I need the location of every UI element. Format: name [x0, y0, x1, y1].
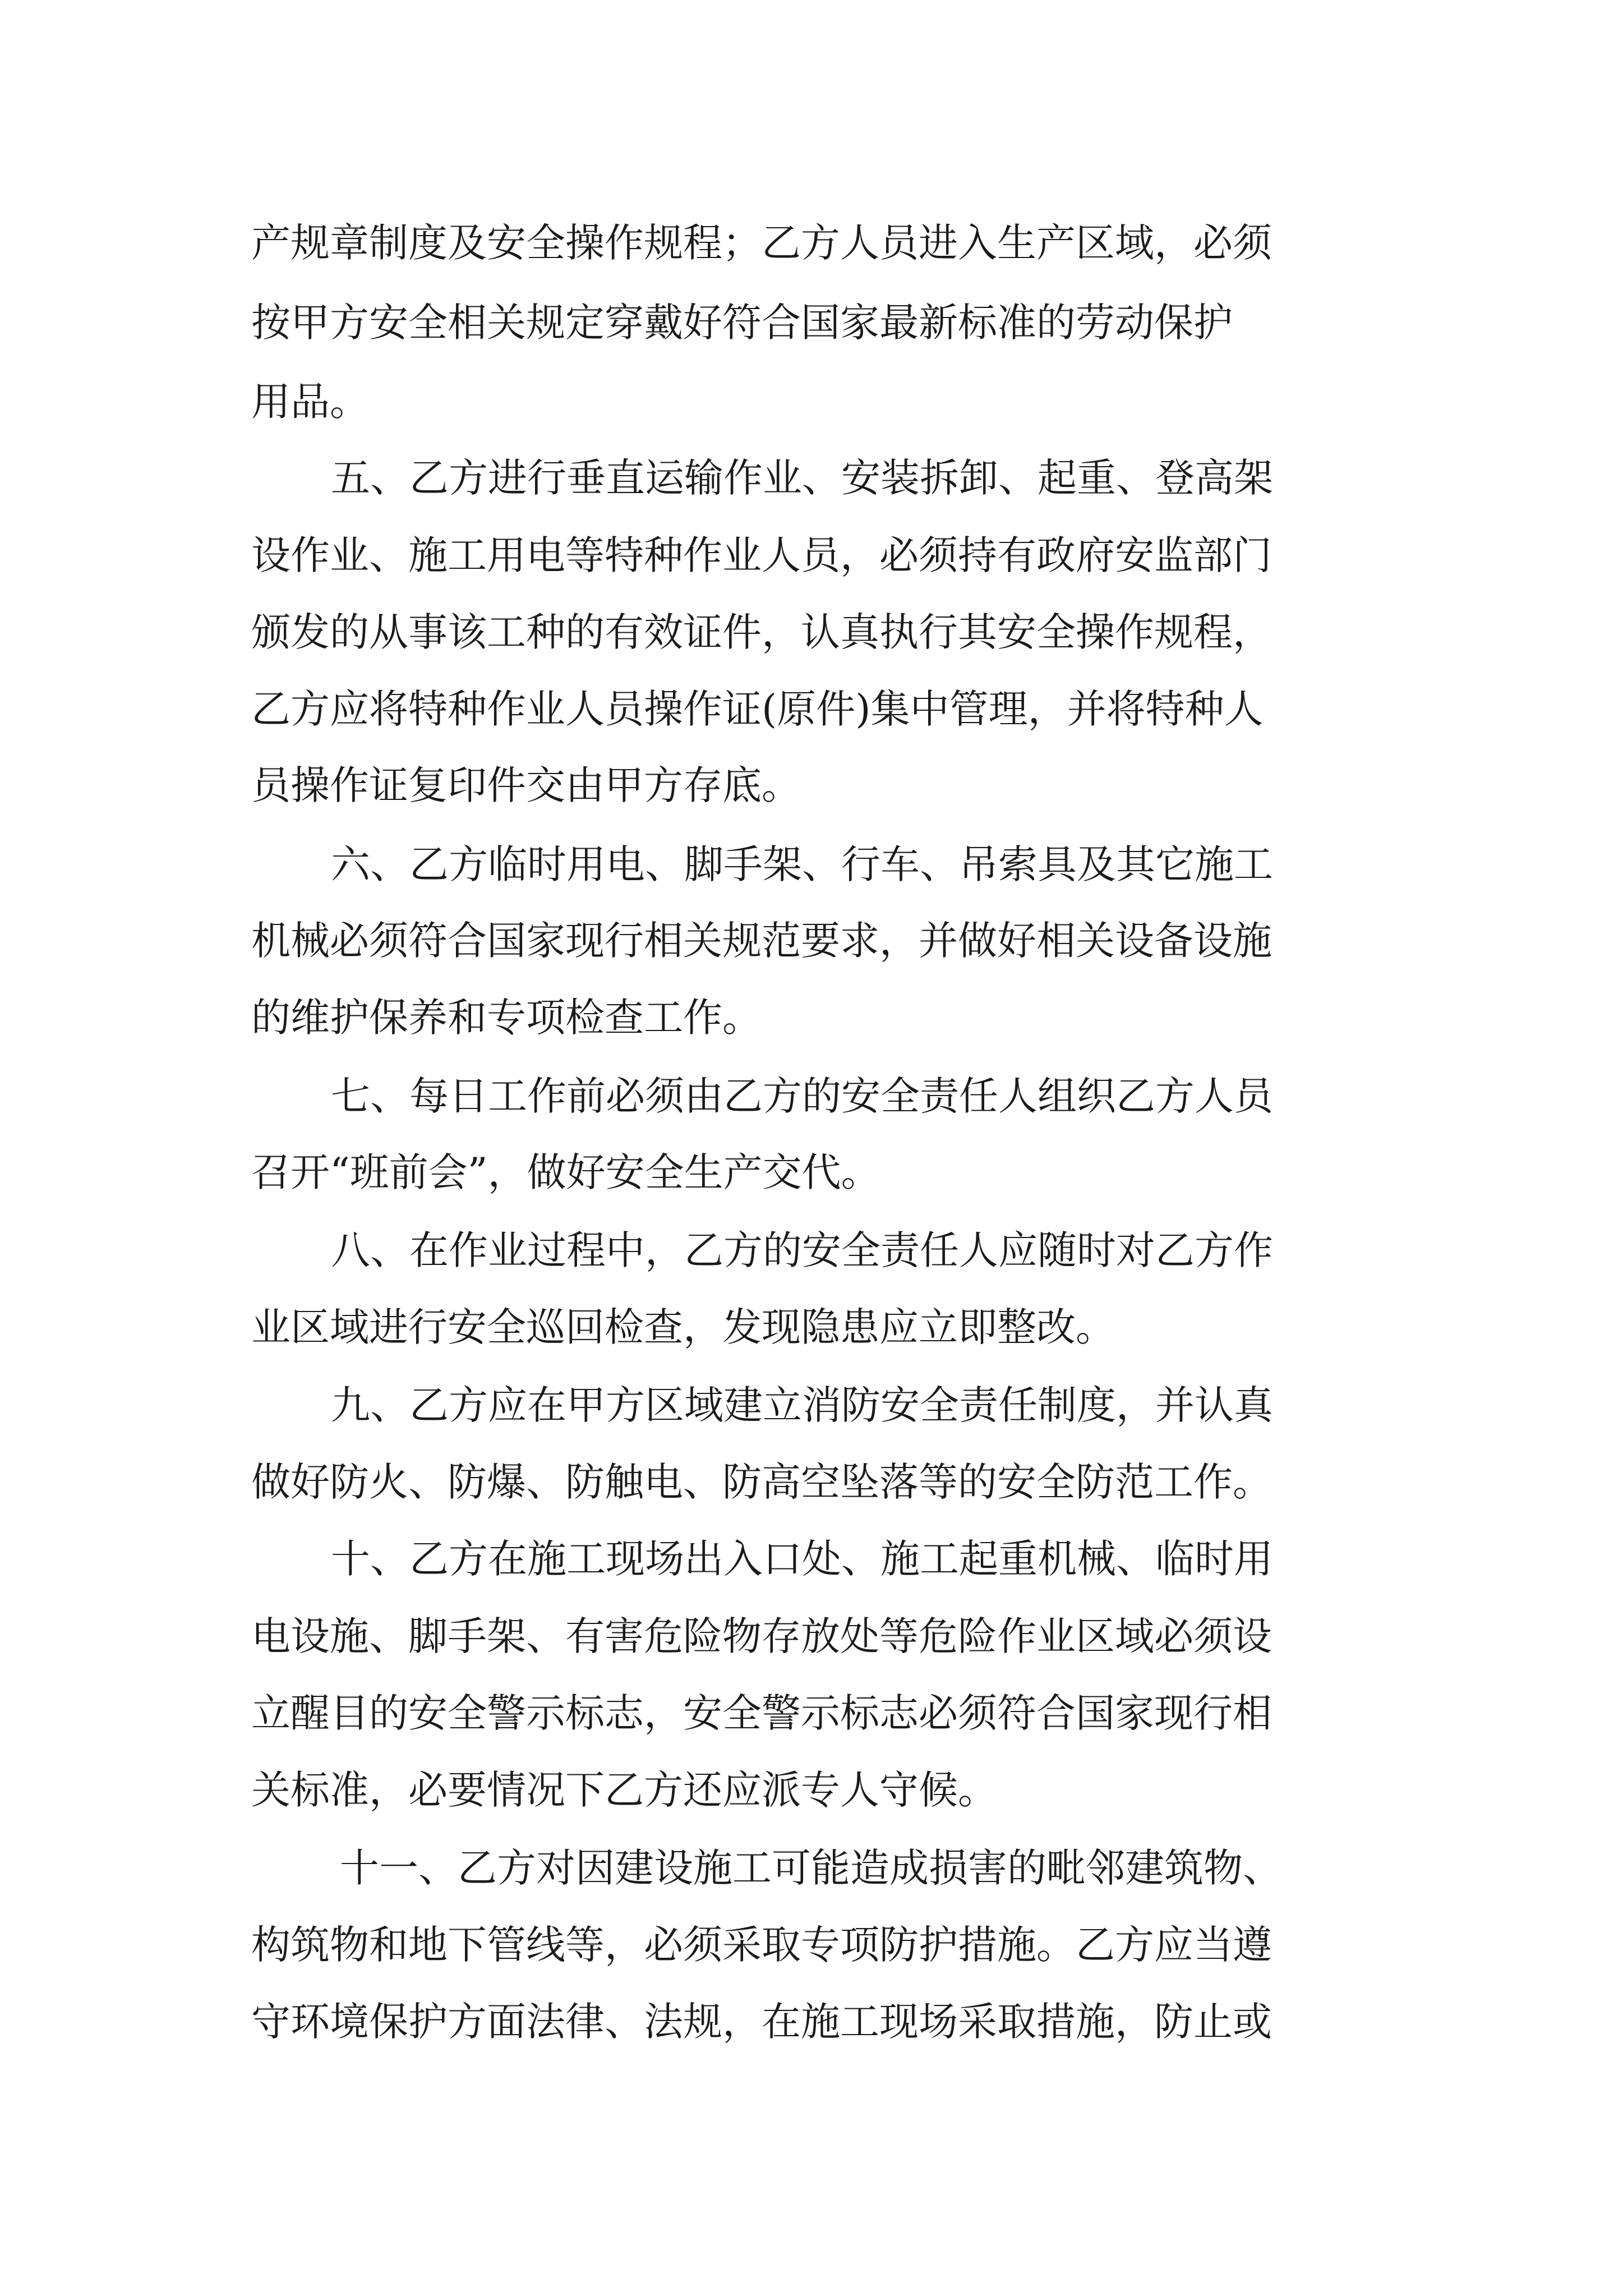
paragraph-5-line: 五、乙方进行垂直运输作业、安装拆卸、起重、登高架 — [331, 455, 1273, 501]
text-line: 电设施、脚手架、有害危险物存放处等危险作业区域必须设 — [251, 1613, 1272, 1659]
text-line: 守环境保护方面法律、法规，在施工现场采取措施，防止或 — [251, 1999, 1272, 2045]
paragraph-8-line: 八、在作业过程中，乙方的安全责任人应随时对乙方作 — [331, 1227, 1273, 1273]
text-line: 按甲方安全相关规定穿戴好符合国家最新标准的劳动保护 — [251, 300, 1233, 346]
text-line: 关标准，必要情况下乙方还应派专人守候。 — [251, 1767, 997, 1813]
text-line: 设作业、施工用电等特种作业人员，必须持有政府安监部门 — [251, 532, 1272, 578]
text-line: 召开“班前会”，做好安全生产交代。 — [251, 1149, 880, 1195]
paragraph-7-line: 七、每日工作前必须由乙方的安全责任人组织乙方人员 — [331, 1073, 1273, 1119]
paragraph-10-line: 十、乙方在施工现场出入口处、施工起重机械、临时用 — [331, 1536, 1273, 1582]
text-line: 颁发的从事该工种的有效证件，认真执行其安全操作规程， — [251, 609, 1272, 655]
text-line: 的维护保养和专项检查工作。 — [251, 995, 762, 1041]
paragraph-9-line: 九、乙方应在甲方区域建立消防安全责任制度，并认真 — [331, 1382, 1273, 1428]
text-line: 员操作证复印件交由甲方存底。 — [251, 762, 801, 808]
text-line: 做好防火、防爆、防触电、防高空坠落等的安全防范工作。 — [251, 1459, 1272, 1505]
text-line: 机械必须符合国家现行相关规范要求，并做好相关设备设施 — [251, 918, 1272, 964]
text-line: 业区域进行安全巡回检查，发现隐患应立即整改。 — [251, 1304, 1115, 1350]
paragraph-6-line: 六、乙方临时用电、脚手架、行车、吊索具及其它施工 — [331, 841, 1273, 887]
paragraph-11-line: 十一、乙方对因建设施工可能造成损害的毗邻建筑物、 — [340, 1845, 1282, 1891]
text-line: 用品。 — [251, 379, 369, 425]
text-line: 构筑物和地下管线等，必须采取专项防护措施。乙方应当遵 — [251, 1922, 1272, 1968]
text-line: 产规章制度及安全操作规程；乙方人员进入生产区域，必须 — [251, 220, 1272, 266]
text-line: 立醒目的安全警示标志，安全警示标志必须符合国家现行相 — [251, 1690, 1272, 1736]
text-line: 乙方应将特种作业人员操作证(原件)集中管理，并将特种人 — [251, 686, 1264, 732]
